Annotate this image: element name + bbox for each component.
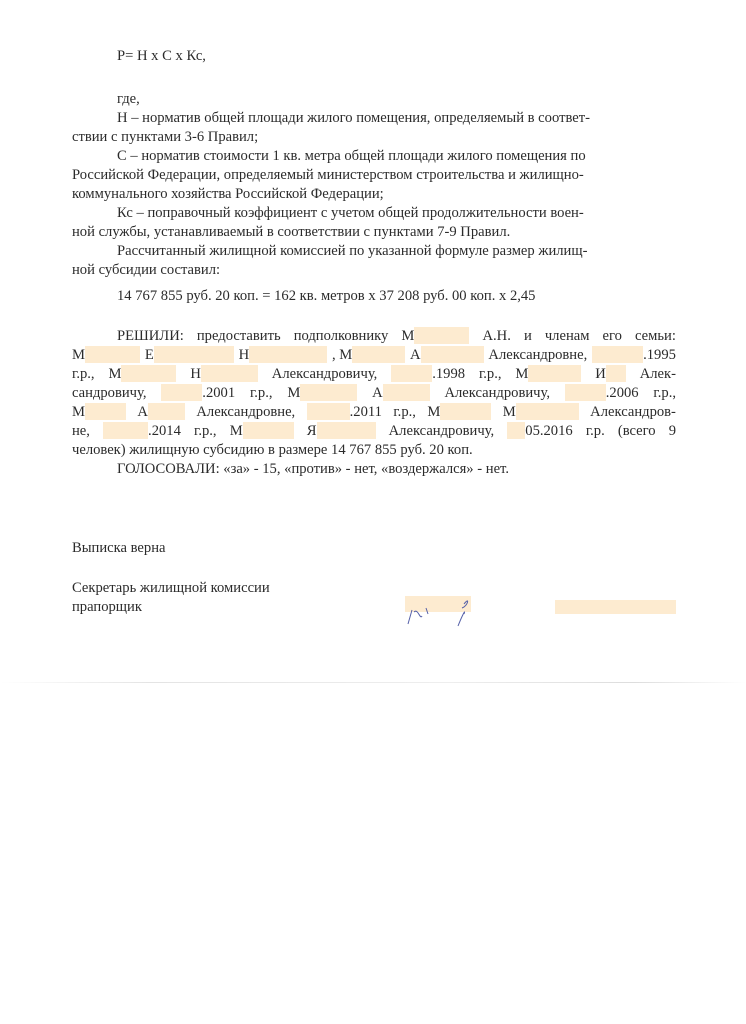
word-text: г.р., [249,385,273,401]
decision-line [72,365,676,384]
word [230,422,294,441]
word [72,422,90,441]
word [307,422,376,441]
word-text: 05.2016 [525,423,573,439]
word-text: Александровичу, [388,423,495,439]
definition-h-line2: ствии с пунктами 3-6 Правил; [72,129,259,145]
word [294,327,389,346]
word [488,346,587,365]
word-text: РЕШИЛИ: [117,328,184,344]
calculation: 14 767 855 руб. 20 коп. = 162 кв. метров х 37 208 руб. 00 коп. х 2,45 [117,288,536,304]
redaction-box [154,346,234,363]
word-text: , М [331,347,353,363]
redaction-box [201,365,258,382]
name-redaction [555,600,676,614]
redaction-box [103,422,148,439]
word [72,346,140,365]
calculated-line2: ной субсидии составил: [72,262,221,278]
word [332,346,405,365]
word-text: Н [190,366,201,382]
redaction-box [606,365,626,382]
word-text: А [137,404,148,420]
redaction-box [85,346,140,363]
word [194,422,217,441]
word [372,384,430,403]
word [197,327,281,346]
word-text: его [602,328,622,344]
word [586,422,605,441]
word [103,422,181,441]
word [444,384,550,403]
definition-c-line2: Российской Федерации, определяемый министерством строительства и жилищно- [72,167,584,183]
word-text: М [229,423,243,439]
word [515,365,581,384]
redaction-box [121,365,176,382]
redaction-box [85,403,126,420]
word [108,365,176,384]
redaction-box [300,384,357,401]
word [307,403,382,422]
word-text: Александров- [590,404,676,420]
word-text: М [108,366,122,382]
word [503,403,579,422]
word-text: М [427,404,441,420]
redaction-box [565,384,606,401]
word-text: М [502,404,516,420]
word-text: не, [72,423,90,439]
word-text: М [401,328,415,344]
word [272,365,378,384]
word-text: Н [238,347,250,363]
word-text: семьи: [635,328,676,344]
redaction-box [243,422,294,439]
word-text: г.р. [585,423,605,439]
word [590,403,676,422]
word-text: Я [306,423,317,439]
definition-kc-line2: ной службы, устанавливаемый в соответствии с пунктами 7-9 Правил. [72,224,511,240]
word-text: .2006 [605,385,639,401]
word-text: А [410,347,421,363]
word-text: Александровне, [488,347,588,363]
word [389,422,495,441]
secretary-title: Секретарь жилищной комиссии [72,580,270,596]
word [161,384,235,403]
word-text: предоставить [196,328,281,344]
word-text: г.р., [72,366,95,382]
redaction-box [352,346,405,363]
word [72,365,95,384]
where-label: где, [117,91,140,107]
word-text: М [72,347,85,363]
word [393,403,416,422]
redaction-box [414,327,469,344]
word-text: и [523,328,532,344]
word [618,422,656,441]
word-text: И [595,366,606,382]
word-text: г.р., [194,423,217,439]
word [524,327,532,346]
redaction-box [391,365,432,382]
word [287,384,357,403]
definition-kc-line1: Кс – поправочный коэффициент с учетом общей продолжительности воен- [117,205,584,221]
decision-last-line: человек) жилищную субсидию в размере 14 767 855 руб. 20 коп. [72,442,473,458]
signature-icon [400,590,490,630]
word-text: А.Н. [482,328,511,344]
word-text: .2014 [148,423,181,439]
secretary-rank: прапорщик [72,599,142,615]
word-text: М [515,366,529,382]
formula: Р= Н х С х Кс, [117,48,206,64]
decision-line [72,327,676,346]
decision-line [72,403,676,422]
word [137,403,185,422]
vote-result: ГОЛОСОВАЛИ: «за» - 15, «против» - нет, «воздержался» - нет. [117,461,509,477]
word-text: г.р., [653,385,676,401]
word-text: .1998 [432,366,466,382]
word-text: членам [544,328,590,344]
decision-line [72,346,676,365]
word-text: Александровне, [196,404,296,420]
word-text: Александровичу, [271,366,378,382]
redaction-box [507,422,525,439]
word-text: Александровичу, [444,385,550,401]
word [391,365,465,384]
word-text: Алек- [639,366,676,382]
word [595,365,626,384]
word-text: А [372,385,383,401]
page-edge-line [0,682,746,683]
word [545,327,590,346]
word-text: г.р., [393,404,416,420]
word [145,346,234,365]
word [250,384,273,403]
redaction-box [383,384,430,401]
word [507,422,572,441]
word [479,365,502,384]
word [669,422,676,441]
redaction-box [307,403,350,420]
word [592,346,676,365]
word-text: г.р., [478,366,502,382]
word-text: Е [144,347,154,363]
word [603,327,622,346]
word [117,327,184,346]
word [401,327,469,346]
redaction-box [592,346,643,363]
word-text: подполковнику [293,328,389,344]
word [653,384,676,403]
word [196,403,295,422]
word [482,327,510,346]
redaction-box [516,403,579,420]
redaction-box [249,346,327,363]
word [565,384,639,403]
word [239,346,328,365]
extract-correct: Выписка верна [72,540,166,556]
word [410,346,484,365]
word-text: .2011 [349,404,382,420]
redaction-box [148,403,185,420]
definition-c-line1: С – норматив стоимости 1 кв. метра общей площади жилого помещения по [117,148,586,164]
definition-h-line1: Н – норматив общей площади жилого помещения, определяемый в соответ- [117,110,590,126]
redaction-box [440,403,491,420]
word [190,365,258,384]
word-text: 9 [668,423,676,439]
word-text: .1995 [643,347,676,363]
word [72,403,126,422]
word-text: М [287,385,301,401]
word-text: М [72,404,85,420]
word [640,365,676,384]
definition-c-line3: коммунального хозяйства Российской Федерации; [72,186,384,202]
word-text: (всего [617,423,656,439]
word [72,384,147,403]
decision-line [72,422,676,441]
word-text: сандровичу, [72,385,147,401]
decision-line [72,384,676,403]
redaction-box [161,384,202,401]
calculated-line1: Рассчитанный жилищной комиссией по указанной формуле размер жилищ- [117,243,588,259]
redaction-box [528,365,581,382]
word [635,327,676,346]
word-text: .2001 [202,385,236,401]
redaction-box [421,346,484,363]
word [427,403,491,422]
redaction-box [317,422,376,439]
